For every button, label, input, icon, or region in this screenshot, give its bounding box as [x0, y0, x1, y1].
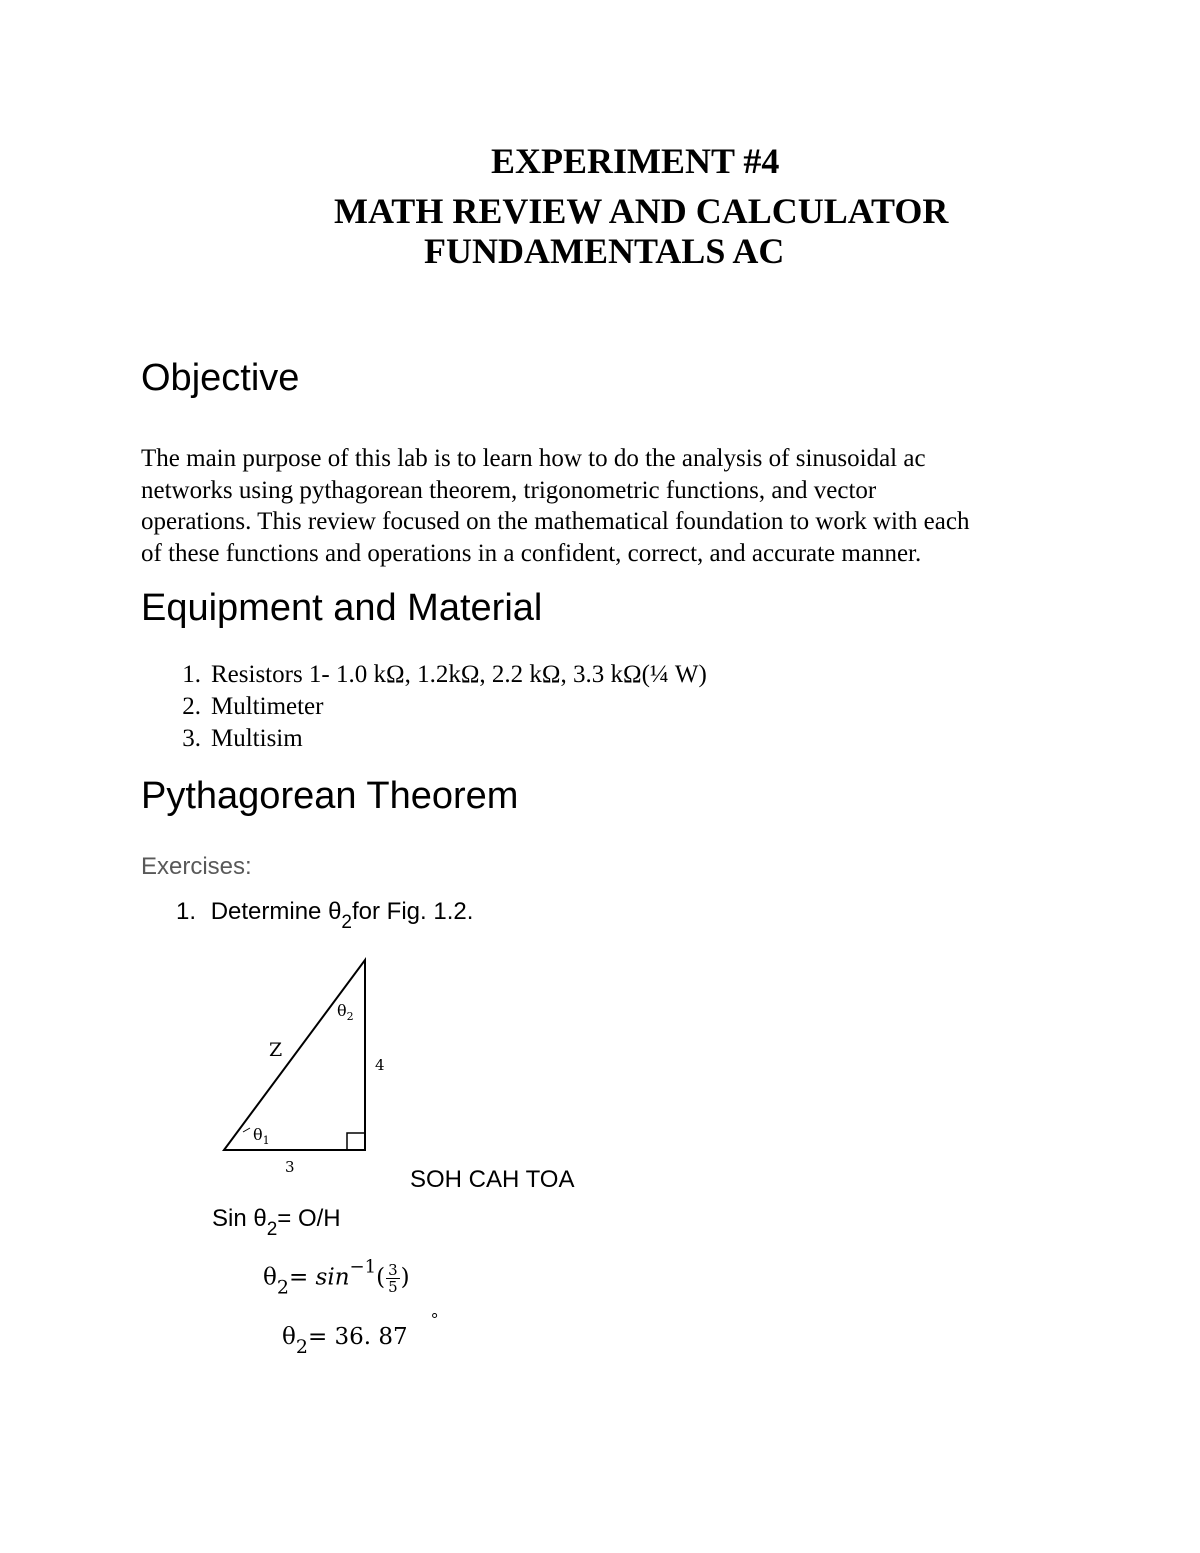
- theta-subscript: 2: [295, 1336, 308, 1358]
- equipment-item: [131, 725, 303, 753]
- fraction-denominator: 5: [388, 1278, 398, 1296]
- theta-subscript: 2: [276, 1276, 289, 1299]
- objective-line: networks using pythagorean theorem, trigonometric functions, and vector: [141, 476, 877, 504]
- objective-heading: Objective: [141, 357, 300, 399]
- theta1-arc: [243, 1128, 250, 1132]
- objective-line: of these functions and operations in a confident, correct, and accurate manner.: [141, 539, 922, 567]
- right-triangle-figure: [215, 950, 390, 1180]
- document-title-line1: EXPERIMENT #4: [491, 141, 780, 181]
- objective-line: The main purpose of this lab is to learn how to do the analysis of sinusoidal ac: [141, 445, 926, 472]
- mnemonic-text: SOH CAH TOA: [410, 1166, 575, 1193]
- step3-theta: θ: [282, 1324, 296, 1350]
- equipment-item-text: Resistors 1- 1.0 kΩ, 1.2kΩ, 2.2 kΩ, 3.3 kΩ(¼ W): [211, 661, 707, 688]
- degree-symbol: °: [431, 1310, 439, 1330]
- theta1-label: $\theta_1$: [253, 1125, 270, 1147]
- solution-step-3: [282, 1324, 408, 1358]
- objective-line: operations. This review focused on the mathematical foundation to work with each: [141, 508, 970, 535]
- exercise-number: 1.: [176, 898, 197, 925]
- theta2-label: $\theta_2$: [337, 1001, 354, 1023]
- objective-paragraph: [141, 443, 969, 569]
- inverse-exponent: −1: [349, 1256, 377, 1278]
- step1-suffix: = O/H: [277, 1205, 341, 1232]
- step2-theta: θ: [263, 1264, 277, 1291]
- open-paren: (: [376, 1264, 386, 1291]
- equipment-item-text: Multisim: [211, 725, 303, 752]
- document-title-line2: MATH REVIEW AND CALCULATOR: [334, 191, 949, 231]
- pythagorean-heading: Pythagorean Theorem: [141, 775, 519, 817]
- equipment-item-text: Multimeter: [211, 693, 324, 720]
- list-number: 3.: [182, 725, 201, 752]
- equipment-item: [131, 693, 323, 721]
- sine-function: sin: [315, 1264, 350, 1291]
- hypotenuse-label: Z: [269, 1039, 283, 1061]
- solution-step-2: [263, 1256, 410, 1299]
- exercise-text: Determine θ: [210, 898, 342, 925]
- exercises-label: Exercises:: [141, 853, 252, 880]
- step3-result: = 36. 87: [307, 1324, 408, 1350]
- close-paren: ): [400, 1264, 410, 1291]
- theta-subscript: 2: [341, 912, 352, 933]
- fraction-numerator: 3: [388, 1261, 398, 1279]
- opposite-side-label: 4: [375, 1056, 385, 1074]
- fraction: [386, 1262, 400, 1295]
- exercise-1: [176, 898, 474, 933]
- equipment-item: [131, 661, 707, 689]
- exercise-text-suffix: for Fig. 1.2.: [352, 898, 474, 925]
- document-title-line3: FUNDAMENTALS AC: [424, 231, 785, 271]
- list-number: 1.: [182, 661, 201, 688]
- step1-prefix: Sin θ: [212, 1205, 267, 1232]
- adjacent-side-label: 3: [285, 1158, 295, 1176]
- theta-subscript: 2: [266, 1219, 278, 1240]
- list-number: 2.: [182, 693, 201, 720]
- right-angle-marker: [347, 1133, 365, 1150]
- triangle-outline: [224, 960, 365, 1150]
- solution-step-1: [212, 1205, 341, 1240]
- step2-equals: =: [288, 1264, 316, 1291]
- equipment-heading: Equipment and Material: [141, 587, 543, 629]
